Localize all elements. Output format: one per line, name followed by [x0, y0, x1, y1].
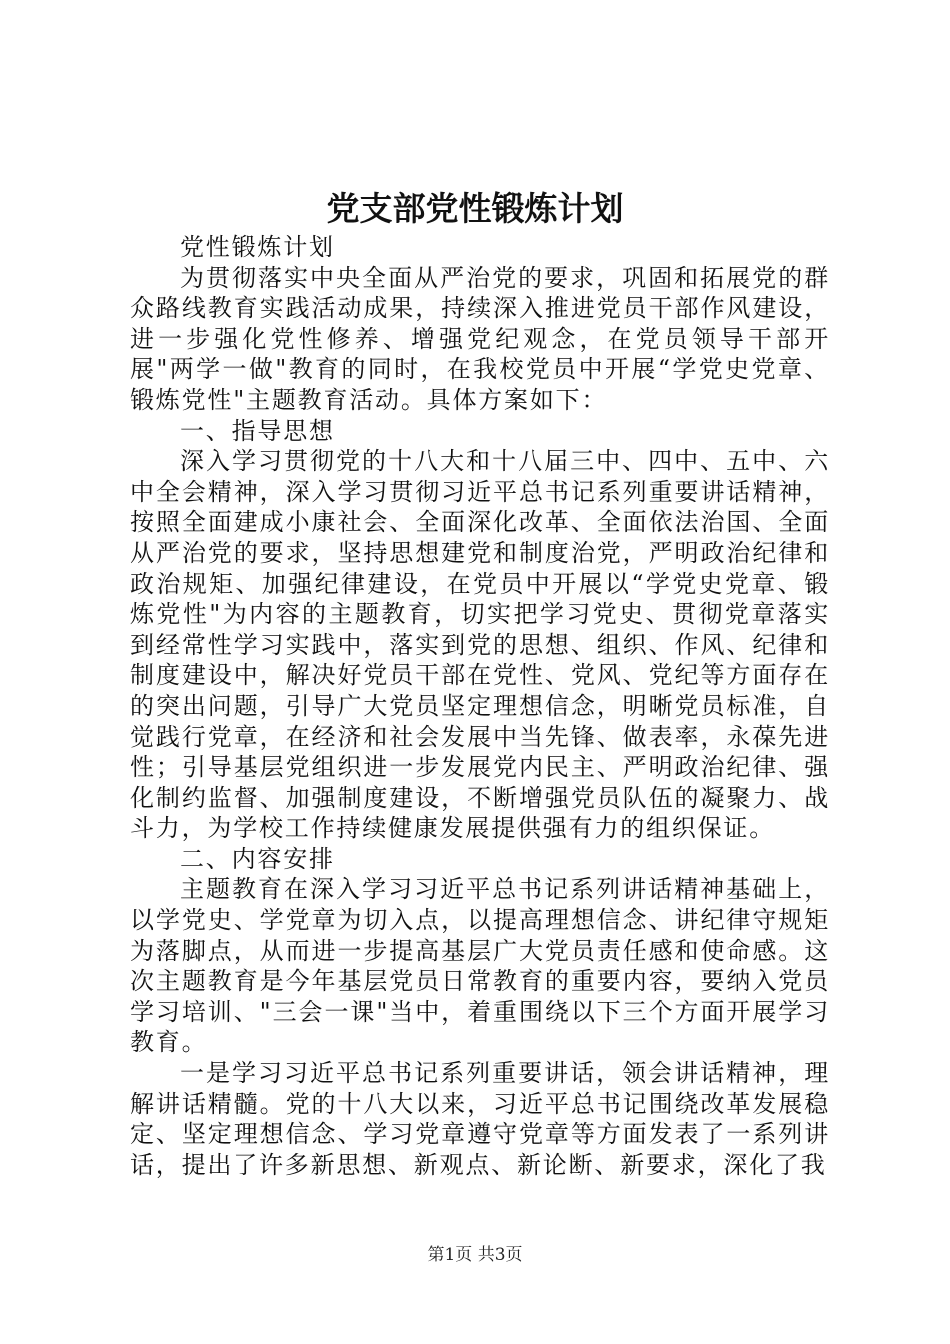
point-one-paragraph: 一是学习习近平总书记系列重要讲话，领会讲话精神，理解讲话精髓。党的十八大以来，习近平总书记围绕改革发展稳定、坚定理想信念、学习党章遵守党章等方面发表了一系列讲话，提出了许多新思想、新观点、新论断、新要求，深化了我 — [130, 1059, 830, 1179]
guiding-thought-paragraph: 深入学习贯彻党的十八大和十八届三中、四中、五中、六中全会精神，深入学习贯彻习近平总书记系列重要讲话精神，按照全面建成小康社会、全面深化改革、全面依法治国、全面从严治党的要求，坚持思想建党和制度治党，严明政治纪律和政治规矩、加强纪律建设，在党员中开展以“学党史党章、锻炼党性"为内容的主题教育，切实把学习党史、贯彻党章落实到经常性学习实践中，落实到党的思想、组织、作风、纪律和制度建设中，解决好党员干部在党性、党风、党纪等方面存在的突出问题，引导广大党员坚定理想信念，明晰党员标准，自觉践行党章，在经济和社会发展中当先锋、做表率，永葆先进性；引导基层党组织进一步发展党内民主、严明政治纪律、强化制约监督、加强制度建设，不断增强党员队伍的凝聚力、战斗力，为学校工作持续健康发展提供强有力的组织保证。 — [130, 447, 830, 843]
intro-paragraph: 为贯彻落实中央全面从严治党的要求，巩固和拓展党的群众路线教育实践活动成果，持续深入推进党员干部作风建设，进一步强化党性修养、增强党纪观念，在党员领导干部开展"两学一做"教育的同时，在我校党员中开展“学党史党章、锻炼党性"主题教育活动。具体方案如下： — [130, 263, 830, 414]
document-title: 党支部党性锻炼计划 — [326, 189, 624, 228]
subtitle-paragraph: 党性锻炼计划 — [180, 233, 335, 261]
document-body — [130, 232, 830, 1180]
section-heading-content: 二、内容安排 — [180, 844, 335, 873]
page-footer: 第1页 共3页 — [427, 1245, 523, 1265]
content-paragraph: 主题教育在深入学习习近平总书记系列讲话精神基础上，以学党史、学党章为切入点，以提高理想信念、讲纪律守规矩为落脚点，从而进一步提高基层广大党员责任感和使命感。这次主题教育是今年基层党员日常教育的重要内容，要纳入党员学习培训、"三会一课"当中，着重围绕以下三个方面开展学习教育。 — [130, 875, 830, 1057]
section-heading-guiding-thought: 一、指导思想 — [180, 416, 335, 445]
